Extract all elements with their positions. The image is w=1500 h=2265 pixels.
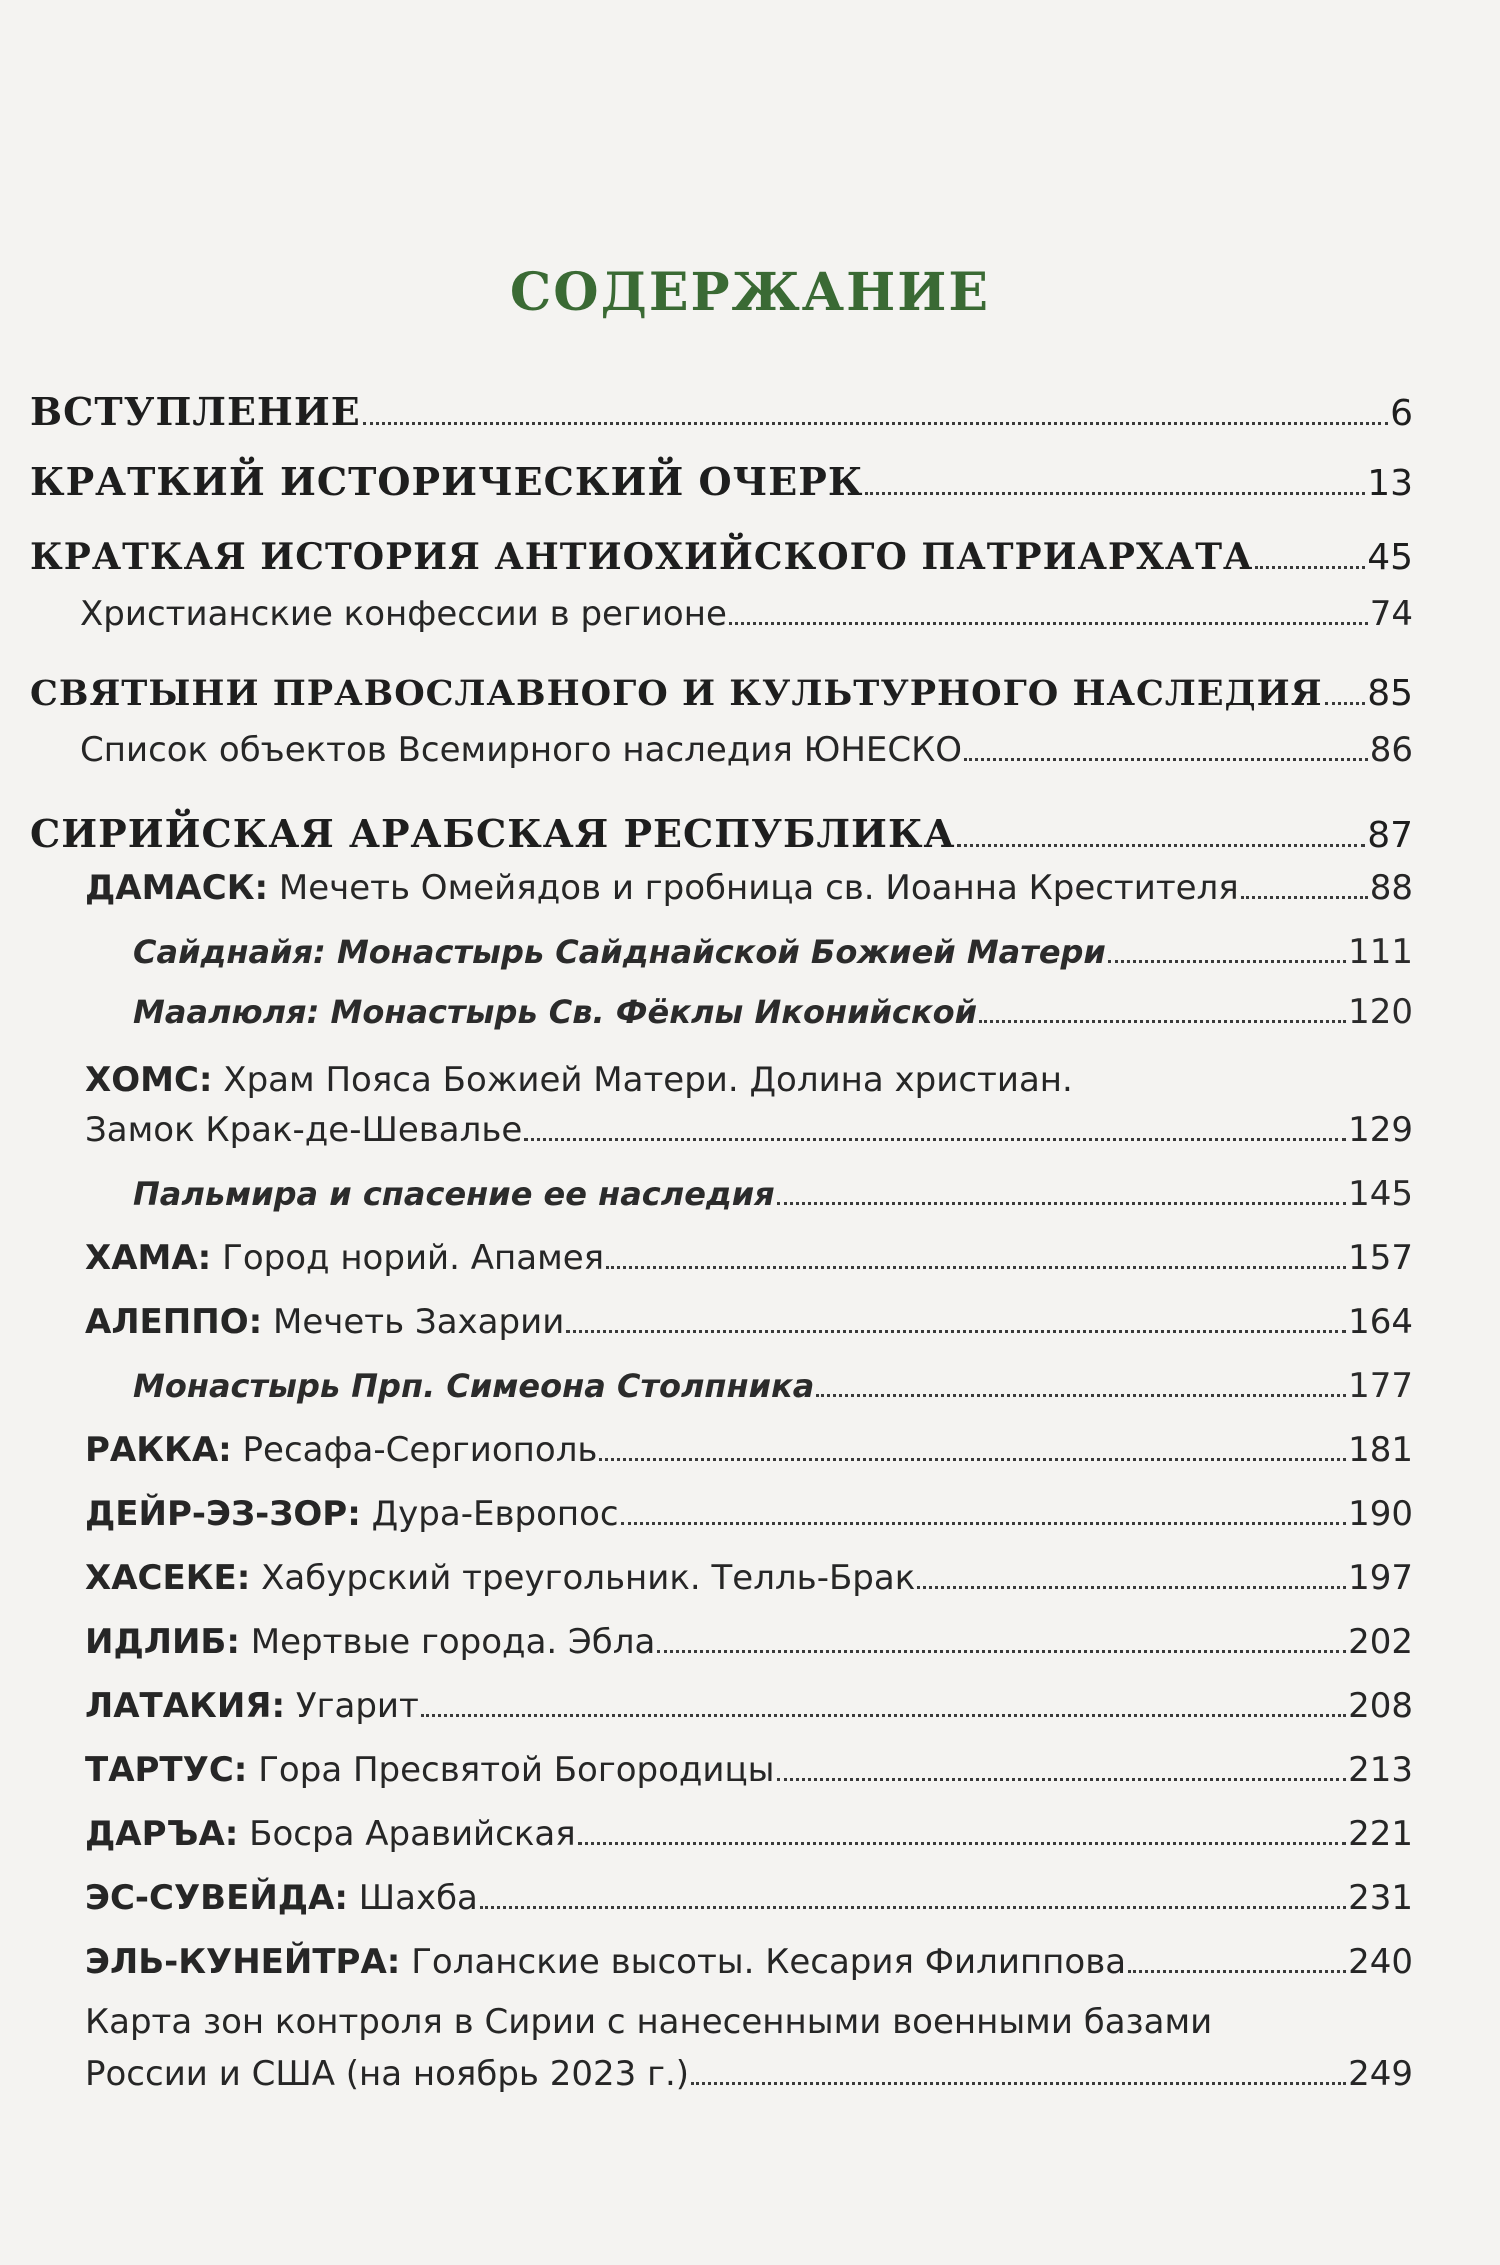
toc-entry[interactable]: [133, 1364, 1413, 1408]
toc-entry-label: Хабурский треугольник. Телль-Брак: [250, 1558, 916, 1598]
toc-entry-city: ХАМА:: [85, 1238, 212, 1278]
toc-entry-label: ВСТУПЛЕНИЕ: [30, 389, 361, 434]
toc-page-number: 120: [1348, 992, 1413, 1032]
toc-entry-label-cont: России и США (на ноябрь 2023 г.): [85, 2054, 690, 2094]
dot-leader: [1108, 930, 1346, 963]
toc-page-number: 87: [1367, 815, 1413, 856]
toc-entry[interactable]: [133, 990, 1413, 1034]
toc-page-number: 221: [1348, 1814, 1413, 1854]
toc-entry-first-line[interactable]: [85, 2000, 1212, 2044]
dot-leader: [1128, 1940, 1346, 1973]
toc-page-number: 177: [1348, 1366, 1413, 1406]
dot-leader: [566, 1300, 1346, 1333]
toc-page-number: 190: [1348, 1494, 1413, 1534]
dot-leader: [578, 1812, 1346, 1845]
toc-entry-label: Мечеть Омейядов и гробница св. Иоанна Крестителя: [268, 868, 1239, 908]
toc-page-number: 208: [1348, 1686, 1413, 1726]
dot-leader: [729, 592, 1368, 625]
toc-entry[interactable]: [85, 1620, 1413, 1664]
toc-page-number: 164: [1348, 1302, 1413, 1342]
dot-leader: [979, 990, 1346, 1023]
toc-entry[interactable]: [30, 672, 1413, 716]
dot-leader: [363, 390, 1388, 425]
toc-page-number: 145: [1348, 1174, 1413, 1214]
toc-page-number: 6: [1390, 393, 1413, 434]
toc-entry-label: Пальмира и спасение ее наследия: [133, 1175, 775, 1213]
toc-entry-label: Монастырь Прп. Симеона Столпника: [133, 1367, 815, 1405]
toc-page-number: 88: [1369, 868, 1413, 908]
dot-leader: [691, 2052, 1346, 2085]
toc-entry-city: ТАРТУС:: [85, 1750, 248, 1790]
toc-entry-label: Карта зон контроля в Сирии с нанесенными военными базами: [85, 2002, 1213, 2042]
toc-entry-label: Дура-Европос: [360, 1494, 619, 1534]
toc-entry-label: Босра Аравийская: [238, 1814, 576, 1854]
toc-entry-label: Голанские высоты. Кесария Филиппова: [400, 1942, 1127, 1982]
toc-entry[interactable]: [85, 1748, 1413, 1792]
toc-entry-city: ДЕЙР-ЭЗ-ЗОР:: [85, 1494, 361, 1534]
toc-entry-label: Гора Пресвятой Богородицы: [247, 1750, 775, 1790]
toc-entry[interactable]: [85, 1876, 1413, 1920]
toc-entry-label: Мертвые города. Эбла: [239, 1622, 656, 1662]
toc-entry-label: Город норий. Апамея: [211, 1238, 605, 1278]
toc-entry-label: Список объектов Всемирного наследия ЮНЕСКО: [80, 730, 963, 770]
dot-leader: [1241, 866, 1368, 899]
toc-entry[interactable]: [85, 1812, 1413, 1856]
toc-entry-label: КРАТКАЯ ИСТОРИЯ АНТИОХИЙСКОГО ПАТРИАРХАТА: [30, 536, 1254, 578]
toc-entry-city: ХАСЕКЕ:: [85, 1558, 251, 1598]
toc-entry[interactable]: [30, 460, 1413, 506]
toc-entry[interactable]: [133, 1172, 1413, 1216]
dot-leader: [777, 1172, 1346, 1205]
toc-entry-city: ХОМС:: [85, 1060, 213, 1100]
toc-entry-city: ИДЛИБ:: [85, 1622, 240, 1662]
dot-leader: [480, 1876, 1346, 1909]
toc-entry-label-cont: Замок Крак-де-Шевалье: [85, 1110, 523, 1150]
dot-leader: [606, 1236, 1346, 1269]
toc-entry-city: ЛАТАКИЯ:: [85, 1686, 286, 1726]
toc-entry[interactable]: [85, 1300, 1413, 1344]
toc-page-number: 249: [1348, 2054, 1413, 2094]
toc-entry[interactable]: [85, 2052, 1413, 2096]
dot-leader: [816, 1364, 1346, 1397]
toc-page-number: 85: [1367, 673, 1413, 714]
dot-leader: [964, 728, 1368, 761]
toc-entry[interactable]: [85, 1108, 1413, 1152]
toc-entry-label: Маалюля: Монастырь Св. Фёклы Иконийской: [133, 993, 977, 1031]
toc-entry-city: АЛЕППО:: [85, 1302, 263, 1342]
toc-page-number: 111: [1348, 932, 1413, 972]
dot-leader: [1325, 672, 1366, 705]
toc-entry-first-line[interactable]: [85, 1058, 1073, 1102]
toc-entry[interactable]: [85, 1556, 1413, 1600]
toc-page-number: 74: [1369, 594, 1413, 634]
toc-entry[interactable]: [85, 1428, 1413, 1472]
toc-page-number: 240: [1348, 1942, 1413, 1982]
toc-page-number: 202: [1348, 1622, 1413, 1662]
toc-entry-label: Ресафа-Сергиополь: [231, 1430, 598, 1470]
page-title: СОДЕРЖАНИЕ: [509, 262, 991, 323]
toc-page-number: 129: [1348, 1110, 1413, 1150]
toc-page-number: 181: [1348, 1430, 1413, 1470]
dot-leader: [657, 1620, 1346, 1653]
toc-entry-label: Христианские конфессии в регионе: [80, 594, 727, 634]
dot-leader: [777, 1748, 1347, 1781]
toc-entry-label: Угарит: [285, 1686, 419, 1726]
dot-leader: [599, 1428, 1346, 1461]
toc-entry-city: ДАРЪА:: [85, 1814, 239, 1854]
dot-leader: [1255, 535, 1365, 569]
toc-page-number: 86: [1369, 730, 1413, 770]
dot-leader: [865, 460, 1365, 495]
toc-entry-label: Шахба: [347, 1878, 478, 1918]
dot-leader: [524, 1108, 1346, 1141]
toc-page-number: 13: [1367, 463, 1413, 504]
toc-entry-label: Мечеть Захарии: [262, 1302, 565, 1342]
dot-leader: [421, 1684, 1346, 1717]
toc-entry[interactable]: [85, 1492, 1413, 1536]
toc-entry[interactable]: [85, 1684, 1413, 1728]
toc-entry-label: СВЯТЫНИ ПРАВОСЛАВНОГО И КУЛЬТУРНОГО НАСЛЕДИЯ: [30, 673, 1323, 714]
toc-page-number: 213: [1348, 1750, 1413, 1790]
toc-entry-city: ЭС-СУВЕЙДА:: [85, 1878, 348, 1918]
toc-page-number: 157: [1348, 1238, 1413, 1278]
toc-entry-city: ЭЛЬ-КУНЕЙТРА:: [85, 1942, 401, 1982]
toc-entry-city: ДАМАСК:: [85, 868, 269, 908]
toc-entry[interactable]: [85, 1940, 1413, 1984]
dot-leader: [957, 812, 1365, 847]
dot-leader: [621, 1492, 1346, 1525]
toc-entry-label: Сайднайя: Монастырь Сайднайской Божией Матери: [133, 933, 1106, 971]
toc-page-number: 197: [1348, 1558, 1413, 1598]
toc-page-number: 45: [1367, 537, 1413, 578]
toc-entry[interactable]: [85, 1236, 1413, 1280]
toc-entry[interactable]: [30, 390, 1413, 436]
dot-leader: [917, 1556, 1346, 1589]
toc-entry[interactable]: [30, 535, 1413, 580]
toc-entry[interactable]: [85, 866, 1413, 910]
toc-entry-label: СИРИЙСКАЯ АРАБСКАЯ РЕСПУБЛИКА: [30, 811, 956, 856]
toc-entry-label: Храм Пояса Божией Матери. Долина христиан.: [212, 1060, 1073, 1100]
toc-entry[interactable]: [30, 812, 1413, 858]
toc-entry[interactable]: [80, 592, 1413, 636]
toc-entry-label: КРАТКИЙ ИСТОРИЧЕСКИЙ ОЧЕРК: [30, 459, 864, 504]
toc-entry[interactable]: [133, 930, 1413, 974]
toc-page-number: 231: [1348, 1878, 1413, 1918]
toc-entry[interactable]: [80, 728, 1413, 772]
toc-entry-city: РАККА:: [85, 1430, 232, 1470]
